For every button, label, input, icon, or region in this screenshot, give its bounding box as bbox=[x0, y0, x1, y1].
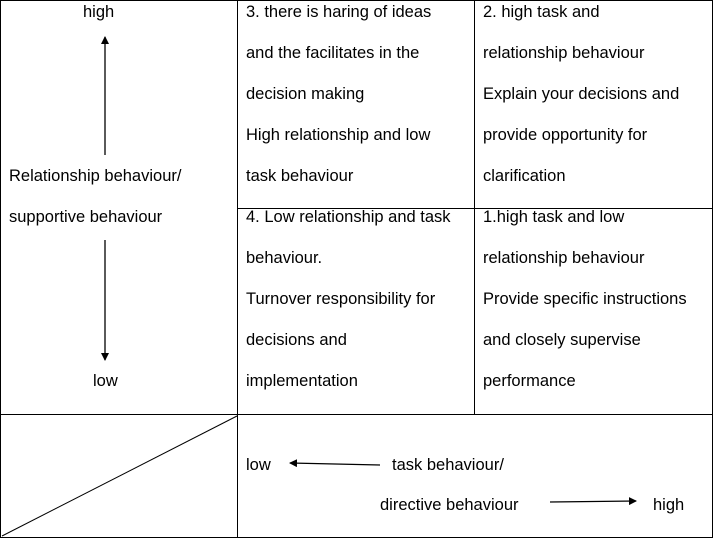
quadrant-2-line: Explain your decisions and bbox=[483, 85, 680, 103]
quadrant-3-line: High relationship and low bbox=[246, 126, 431, 144]
y-axis-label-line2: supportive behaviour bbox=[9, 208, 163, 226]
y-axis-low-label: low bbox=[93, 372, 118, 390]
quadrant-3-line: 3. there is haring of ideas bbox=[246, 3, 432, 21]
quadrant-1-line: Provide specific instructions bbox=[483, 290, 687, 308]
quadrant-1-line: relationship behaviour bbox=[483, 249, 645, 267]
x-axis-low-label: low bbox=[246, 456, 271, 474]
quadrant-1-line: and closely supervise bbox=[483, 331, 641, 349]
quadrant-4-line: behaviour. bbox=[246, 249, 323, 267]
quadrant-2 bbox=[483, 2, 679, 207]
quadrant-2-line: provide opportunity for bbox=[483, 126, 648, 144]
x-axis-high-label: high bbox=[653, 496, 685, 514]
x-axis-label-line1: task behaviour/ bbox=[392, 456, 504, 474]
corner-diagonal bbox=[2, 416, 237, 536]
quadrant-1-line: 1.high task and low bbox=[483, 208, 625, 226]
arrow-right-icon bbox=[550, 501, 636, 502]
quadrant-1 bbox=[483, 207, 687, 412]
quadrant-4-line: Turnover responsibility for bbox=[246, 290, 436, 308]
x-axis-label-line2: directive behaviour bbox=[380, 496, 519, 514]
quadrant-1-line: performance bbox=[483, 372, 576, 390]
quadrant-3-line: and the facilitates in the bbox=[246, 44, 420, 62]
quadrant-4-line: implementation bbox=[246, 372, 358, 390]
quadrant-3 bbox=[246, 2, 431, 207]
quadrant-2-line: clarification bbox=[483, 167, 566, 185]
quadrant-4-line: decisions and bbox=[246, 331, 347, 349]
quadrant-2-line: 2. high task and bbox=[483, 3, 600, 21]
quadrant-4-line: 4. Low relationship and task bbox=[246, 208, 451, 226]
y-axis-high-label: high bbox=[83, 3, 115, 21]
quadrant-3-line: task behaviour bbox=[246, 167, 354, 185]
arrow-left-icon bbox=[290, 463, 380, 465]
quadrant-2-line: relationship behaviour bbox=[483, 44, 645, 62]
quadrant-3-line: decision making bbox=[246, 85, 365, 103]
quadrant-4 bbox=[246, 207, 451, 412]
y-axis-label-line1: Relationship behaviour/ bbox=[9, 167, 182, 185]
